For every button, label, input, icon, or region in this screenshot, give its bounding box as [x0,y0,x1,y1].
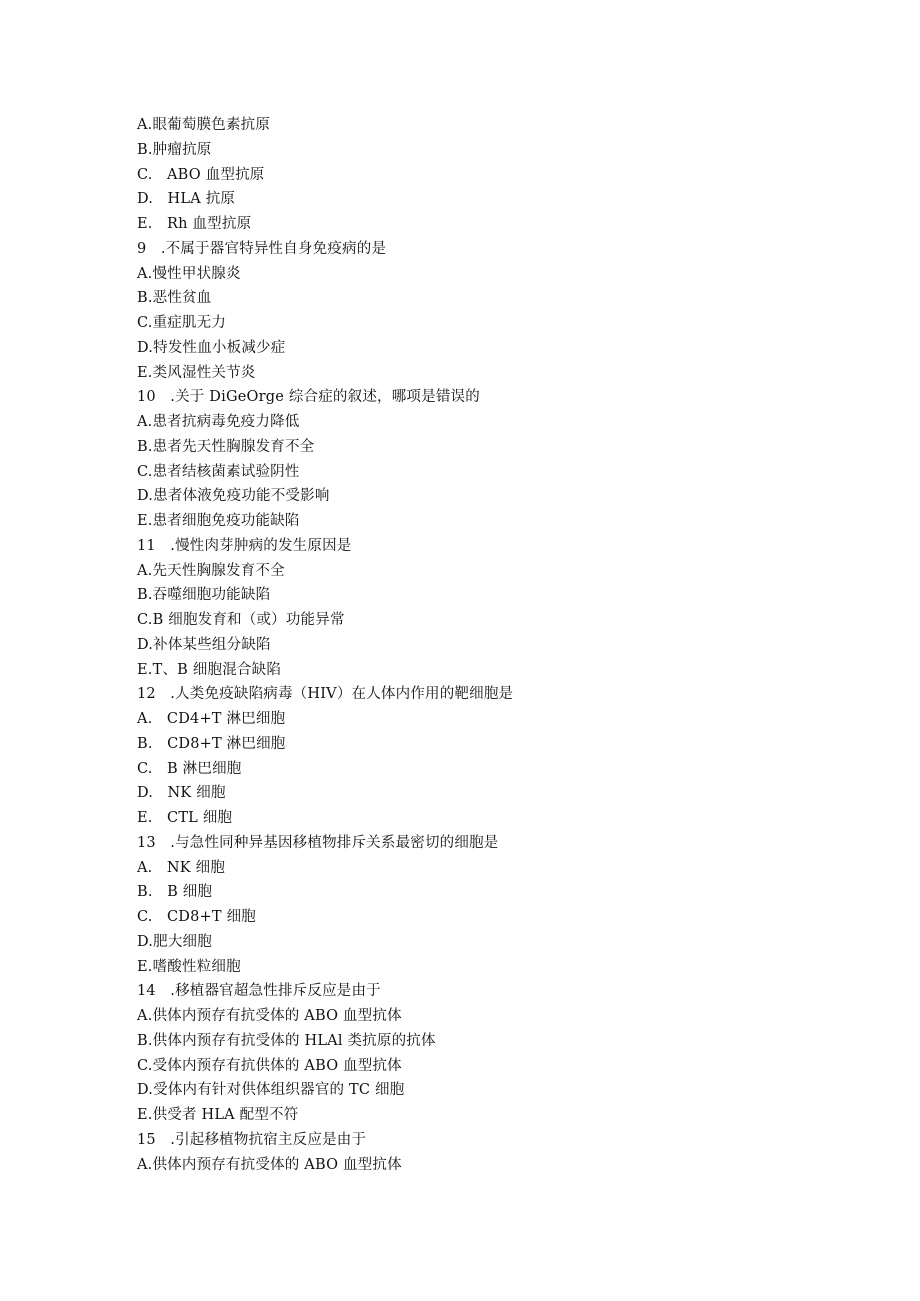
text-line: B. CD8+T 淋巴细胞 [137,735,286,752]
question-stem: 14 .移植器官超急性排斥反应是由于 [137,983,381,1000]
text-line: B.恶性贫血 [137,290,212,307]
text-line: A.供体内预存有抗受体的 ABO 血型抗体 [137,1156,402,1173]
question-stem: 9 .不属于器官特异性自身免疫病的是 [137,240,387,257]
text-line: D.患者体液免疫功能不受影响 [137,488,330,505]
text-line: C.患者结核菌素试验阴性 [137,463,300,480]
text-line: A.患者抗病毒免疫力降低 [137,414,300,430]
text-line: D.受体内有针对供体组织器官的 TC 细胞 [137,1082,405,1099]
text-line: E.类风湿性关节炎 [137,364,256,381]
text-line: C. CD8+T 细胞 [137,909,256,925]
text-line: B. B 细胞 [137,884,213,901]
text-line: B.肿瘤抗原 [137,141,212,158]
text-line: E.T、B 细胞混合缺陷 [137,661,282,678]
question-stem: 10 .关于 DiGeOrge 综合症的叙述，哪项是错误的 [137,389,480,406]
text-line: A.眼葡萄膜色素抗原 [137,117,271,133]
text-line: E.供受者 HLA 配型不符 [137,1107,299,1123]
text-line: B.患者先天性胸腺发育不全 [137,438,315,455]
text-line: B.吞噬细胞功能缺陷 [137,587,271,604]
text-line: D. HLA 抗原 [137,191,236,208]
question-text-block [137,113,837,1177]
text-line: C.B 细胞发育和（或）功能异常 [137,612,345,628]
text-line: D.肥大细胞 [137,933,212,950]
text-line: C. B 淋巴细胞 [137,760,242,777]
text-line: E. CTL 细胞 [137,810,233,826]
text-line: C.重症肌无力 [137,315,227,331]
text-line: E.患者细胞免疫功能缺陷 [137,513,300,529]
text-line: A. NK 细胞 [137,859,226,876]
text-line: D. NK 细胞 [137,785,226,802]
text-line: A.慢性甲状腺炎 [137,265,241,282]
text-line: C.受体内预存有抗供体的 ABO 血型抗体 [137,1057,402,1074]
text-line: A.先天性胸腺发育不全 [137,562,285,579]
text-line: B.供体内预存有抗受体的 HLAl 类抗原的抗体 [137,1032,436,1049]
question-stem: 13 .与急性同种异基因移植物排斥关系最密切的细胞是 [137,834,499,851]
text-line: D.特发性血小板减少症 [137,339,286,356]
text-line: D.补体某些组分缺陷 [137,636,271,653]
text-line: C. ABO 血型抗原 [137,166,265,183]
text-line: E. Rh 血型抗原 [137,216,252,232]
text-line: E.嗜酸性粒细胞 [137,958,241,975]
text-line: A. CD4+T 淋巴细胞 [137,711,286,727]
text-line: A.供体内预存有抗受体的 ABO 血型抗体 [137,1008,402,1024]
question-stem: 11 .慢性肉芽肿病的发生原因是 [137,537,352,554]
question-stem: 12 .人类免疫缺陷病毒（HIV）在人体内作用的靶细胞是 [137,686,514,703]
question-stem: 15 .引起移植物抗宿主反应是由于 [137,1131,367,1148]
